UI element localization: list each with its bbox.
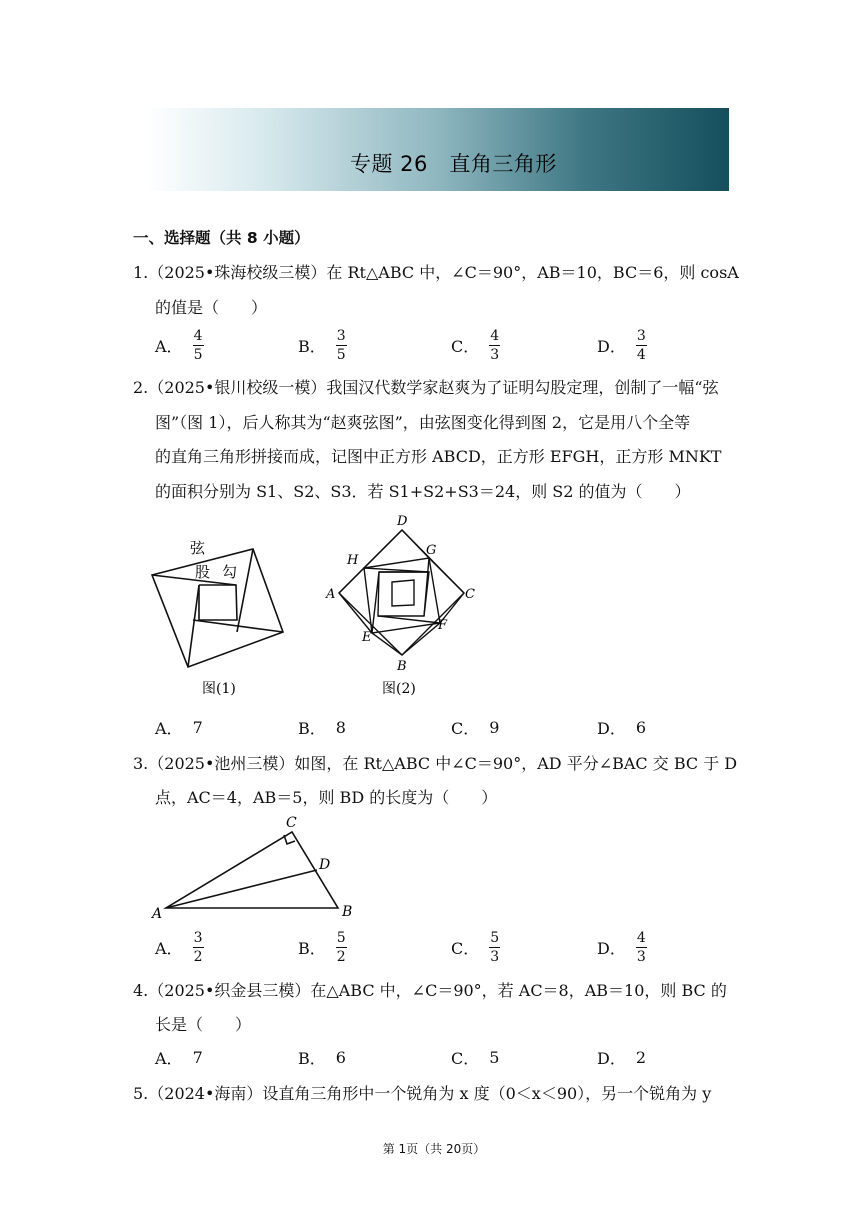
q3-option-b [298, 930, 347, 965]
fraction [636, 930, 647, 965]
option-label: A． [155, 337, 183, 356]
denominator: 2 [193, 949, 203, 965]
option-label: B． [298, 337, 326, 356]
fraction [636, 328, 647, 363]
denominator: 3 [490, 347, 500, 363]
q2-option-c [451, 716, 499, 739]
label-xian: 弦 [190, 539, 206, 557]
numerator: 4 [636, 930, 646, 946]
option-value: 7 [192, 718, 203, 737]
denominator: 3 [490, 949, 500, 965]
option-label: B． [298, 939, 326, 958]
option-label: C． [451, 337, 480, 356]
q3-line1: 3.（2025•池州三模）如图，在 Rt△ABC 中∠C＝90°，AD 平分∠BAC 交 BC 于 D [133, 754, 738, 773]
option-value: 6 [335, 1048, 346, 1067]
q1-option-b [298, 328, 347, 363]
q2-figure-2 [322, 510, 482, 700]
q4-line2: 长是（ ） [155, 1015, 252, 1034]
numerator: 3 [336, 328, 346, 344]
label-f: F [438, 618, 448, 633]
option-value: 7 [192, 1048, 203, 1067]
q2-line2: 图”（图 1），后人称其为“赵爽弦图”，由弦图变化得到图 2，它是用八个全等 [155, 413, 691, 432]
q4-option-b [298, 1046, 346, 1069]
label-b: B [397, 659, 407, 674]
option-label: D． [597, 337, 626, 356]
option-label: C． [451, 719, 480, 738]
q4-line1: 4.（2025•织金县三模）在△ABC 中，∠C＝90°，若 AC＝8，AB＝10，则 BC 的 [133, 981, 727, 1000]
q2-option-d [597, 716, 646, 739]
q1-option-d [597, 328, 647, 363]
option-value: 2 [635, 1048, 647, 1067]
denominator: 5 [336, 347, 346, 363]
denominator: 4 [636, 347, 646, 363]
option-label: D． [597, 939, 626, 958]
fraction [336, 328, 347, 363]
label-gu: 股 [195, 563, 211, 581]
q4-option-a [155, 1046, 203, 1069]
option-label: D． [597, 719, 626, 738]
page-footer: 第 1页（共 20页） [382, 1142, 486, 1156]
option-value: 5 [489, 1048, 500, 1067]
numerator: 3 [636, 328, 646, 344]
option-value: 8 [335, 718, 346, 737]
option-value: 6 [635, 718, 647, 737]
q2-line1: 2.（2025•银川校级一模）我国汉代数学家赵爽为了证明勾股定理，创制了一幅“弦 [133, 378, 719, 397]
q3-option-d [597, 930, 647, 965]
label-c: C [286, 815, 297, 831]
denominator: 3 [636, 949, 646, 965]
option-label: B． [298, 1049, 326, 1068]
option-label: D． [597, 1049, 626, 1068]
q4-option-d [597, 1046, 646, 1069]
numerator: 5 [336, 930, 346, 946]
q3-option-c [451, 930, 500, 965]
label-a: A [152, 906, 163, 922]
q2-option-b [298, 716, 346, 739]
figure-2-caption: 图(2) [382, 681, 416, 697]
denominator: 2 [336, 949, 346, 965]
numerator: 4 [193, 328, 203, 344]
q4-option-c [451, 1046, 499, 1069]
title-banner [145, 108, 729, 191]
q2-figure-1 [140, 525, 300, 700]
label-c: C [465, 587, 475, 602]
option-label: C． [451, 1049, 480, 1068]
q1-line2: 的值是（ ） [155, 298, 268, 317]
numerator: 3 [193, 930, 203, 946]
numerator: 4 [490, 328, 500, 344]
q3-option-a [155, 930, 204, 965]
page-title: 专题 26 直角三角形 [350, 152, 557, 176]
option-label: A． [155, 719, 183, 738]
q1-option-c [451, 328, 500, 363]
label-a: A [326, 587, 336, 602]
q2-option-a [155, 716, 203, 739]
label-d: D [319, 857, 331, 873]
fraction [336, 930, 347, 965]
label-gou: 勾 [222, 563, 238, 581]
fraction [193, 328, 204, 363]
option-label: B． [298, 719, 326, 738]
q3-line2: 点，AC＝4，AB＝5，则 BD 的长度为（ ） [155, 788, 498, 807]
q1-line1: 1.（2025•珠海校级三模）在 Rt△ABC 中，∠C＝90°，AB＝10，BC＝6，则 cosA [133, 263, 739, 282]
option-label: C． [451, 939, 480, 958]
label-h: H [347, 553, 359, 568]
numerator: 5 [490, 930, 500, 946]
denominator: 5 [193, 347, 203, 363]
option-label: A． [155, 1049, 183, 1068]
q2-line3: 的直角三角形拼接而成，记图中正方形 ABCD，正方形 EFGH，正方形 MNKT [155, 447, 722, 466]
fraction [489, 328, 500, 363]
fraction [193, 930, 204, 965]
label-b: B [342, 904, 353, 920]
q1-option-a [155, 328, 204, 363]
label-e: E [362, 630, 372, 645]
q3-figure [148, 812, 363, 922]
section-heading: 一、选择题（共 8 小题） [133, 229, 310, 247]
label-g: G [426, 543, 437, 558]
figure-1-caption: 图(1) [202, 681, 236, 697]
option-value: 9 [489, 718, 500, 737]
fraction [489, 930, 500, 965]
label-d: D [397, 514, 408, 529]
option-label: A． [155, 939, 183, 958]
q5-line1: 5.（2024•海南）设直角三角形中一个锐角为 x 度（0＜x＜90），另一个锐角为 y [133, 1084, 712, 1103]
q2-line4: 的面积分别为 S1、S2、S3．若 S1+S2+S3＝24，则 S2 的值为（ ） [155, 482, 691, 501]
